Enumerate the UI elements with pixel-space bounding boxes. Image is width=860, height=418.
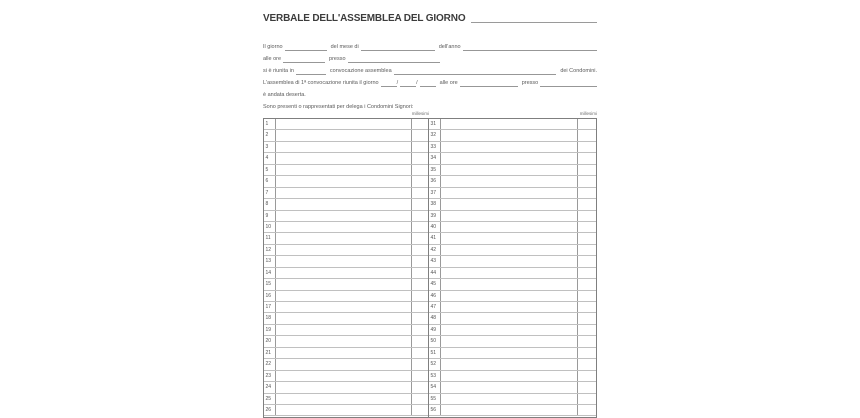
table-row: [429, 359, 596, 370]
row-number: 5: [264, 165, 276, 175]
label-presso: presso: [329, 56, 346, 62]
row-number: 52: [429, 359, 441, 369]
row-number: 40: [429, 222, 441, 232]
row-number: 24: [264, 382, 276, 392]
label-assemblea-prima-convocazione: L'assemblea di 1ª convocazione riunita il giorno: [263, 80, 379, 86]
condomino-name-cell: [276, 142, 412, 152]
millesimi-cell: [578, 291, 596, 301]
row-number: 39: [429, 211, 441, 221]
row-number: 16: [264, 291, 276, 301]
condomino-name-cell: [276, 359, 412, 369]
millesimi-cell: [578, 233, 596, 243]
millesimi-cell: [412, 279, 428, 289]
row-number: 31: [429, 119, 441, 129]
title-fill-in-line: [471, 22, 597, 23]
condomino-name-cell: [276, 302, 412, 312]
millesimi-cell: [578, 188, 596, 198]
table-row: [429, 211, 596, 222]
millesimi-cell: [578, 394, 596, 404]
row-number: 4: [264, 153, 276, 163]
table-row: [429, 188, 596, 199]
row-number: 19: [264, 325, 276, 335]
row-number: 36: [429, 176, 441, 186]
row-number: 21: [264, 348, 276, 358]
form-line-date: [263, 43, 597, 51]
condomino-name-cell: [276, 394, 412, 404]
condomino-name-cell: [441, 211, 578, 221]
blank-presso: [348, 62, 440, 63]
millesimi-cell: [578, 245, 596, 255]
millesimi-cell: [412, 256, 428, 266]
table-row: [429, 130, 596, 141]
millesimi-cell: [578, 199, 596, 209]
condomino-name-cell: [276, 199, 412, 209]
condomino-name-cell: [276, 211, 412, 221]
table-row: [429, 279, 596, 290]
table-row: [264, 279, 428, 290]
millesimi-cell: [578, 359, 596, 369]
table-row: [429, 268, 596, 279]
condomino-name-cell: [441, 233, 578, 243]
row-number: 11: [264, 233, 276, 243]
table-row: [264, 313, 428, 324]
millesimi-cell: [578, 256, 596, 266]
millesimi-cell: [412, 233, 428, 243]
condomino-name-cell: [441, 199, 578, 209]
millesimi-cell: [578, 211, 596, 221]
millesimi-cell: [412, 268, 428, 278]
page-title: VERBALE DELL'ASSEMBLEA DEL GIORNO: [263, 13, 466, 24]
millesimi-cell: [578, 348, 596, 358]
condomino-name-cell: [276, 176, 412, 186]
millesimi-cell: [578, 336, 596, 346]
row-number: 6: [264, 176, 276, 186]
millesimi-cell: [412, 394, 428, 404]
label-il-giorno: Il giorno: [263, 44, 283, 50]
table-row: [264, 222, 428, 233]
table-row: [429, 348, 596, 359]
table-row: [429, 336, 596, 347]
millesimi-cell: [412, 359, 428, 369]
millesimi-cell: [578, 382, 596, 392]
row-number: 34: [429, 153, 441, 163]
table-row: [264, 165, 428, 176]
row-number: 50: [429, 336, 441, 346]
condomino-name-cell: [441, 359, 578, 369]
table-row: [429, 394, 596, 405]
table-row: [264, 394, 428, 405]
row-number: 51: [429, 348, 441, 358]
table-row: [429, 233, 596, 244]
millesimi-cell: [578, 325, 596, 335]
condomino-name-cell: [276, 153, 412, 163]
form-sheet: [263, 0, 597, 413]
millesimi-cell: [578, 405, 596, 415]
table-row: [429, 245, 596, 256]
table-row: [264, 142, 428, 153]
condomino-name-cell: [441, 119, 578, 129]
table-row: [264, 245, 428, 256]
condomino-name-cell: [441, 382, 578, 392]
table-row: [264, 302, 428, 313]
row-number: 44: [429, 268, 441, 278]
form-line-convocazione: [263, 67, 597, 75]
condomino-name-cell: [441, 222, 578, 232]
table-row: [429, 222, 596, 233]
row-number: 20: [264, 336, 276, 346]
table-row: [264, 382, 428, 393]
row-number: 41: [429, 233, 441, 243]
form-line-presenti: [263, 103, 597, 111]
label-dell-anno: dell'anno: [438, 44, 461, 50]
row-number: 56: [429, 405, 441, 415]
table-row: [264, 371, 428, 382]
table-row: [264, 268, 428, 279]
row-number: 3: [264, 142, 276, 152]
millesimi-cell: [578, 142, 596, 152]
row-number: 33: [429, 142, 441, 152]
table-row: [264, 405, 428, 416]
roster-left: [263, 118, 429, 418]
condomino-name-cell: [276, 336, 412, 346]
row-number: 8: [264, 199, 276, 209]
condomino-name-cell: [276, 245, 412, 255]
millesimi-cell: [412, 348, 428, 358]
table-row: [264, 291, 428, 302]
row-number: 38: [429, 199, 441, 209]
form-line-andata-deserta: [263, 91, 597, 99]
millesimi-cell: [578, 279, 596, 289]
label-del-mese-di: del mese di: [330, 44, 359, 50]
blank-giorno: [285, 50, 327, 51]
table-row: [429, 382, 596, 393]
millesimi-cell: [412, 291, 428, 301]
millesimi-cell: [412, 153, 428, 163]
row-number: 10: [264, 222, 276, 232]
millesimi-header-right: millesimi: [579, 111, 597, 116]
millesimi-cell: [412, 371, 428, 381]
condomini-roster-table: [263, 118, 597, 418]
condomino-name-cell: [276, 188, 412, 198]
millesimi-cell: [578, 222, 596, 232]
table-row: [264, 325, 428, 336]
condomino-name-cell: [276, 405, 412, 415]
label-si-e-riunita: si è riunita in: [263, 68, 294, 74]
blank-ore: [283, 62, 325, 63]
label-alle-ore: alle ore: [263, 56, 282, 62]
row-number: 42: [429, 245, 441, 255]
document-title-row: [263, 13, 597, 24]
blank-anno: [463, 50, 597, 51]
row-number: 47: [429, 302, 441, 312]
table-row: [264, 336, 428, 347]
millesimi-cell: [412, 405, 428, 415]
condomino-name-cell: [441, 291, 578, 301]
millesimi-cell: [412, 211, 428, 221]
blank-ore-2: [460, 86, 518, 87]
millesimi-cell: [412, 165, 428, 175]
millesimi-cell: [578, 165, 596, 175]
millesimi-cell: [412, 199, 428, 209]
row-number: 53: [429, 371, 441, 381]
condomino-name-cell: [276, 279, 412, 289]
row-number: 2: [264, 130, 276, 140]
condomino-name-cell: [441, 336, 578, 346]
table-row: [264, 359, 428, 370]
row-number: 1: [264, 119, 276, 129]
millesimi-cell: [412, 142, 428, 152]
row-number: 23: [264, 371, 276, 381]
table-row: [264, 256, 428, 267]
row-number: 35: [429, 165, 441, 175]
millesimi-cell: [578, 371, 596, 381]
blank-assemblea: [394, 74, 557, 75]
condomino-name-cell: [441, 153, 578, 163]
condomino-name-cell: [441, 245, 578, 255]
table-row: [429, 405, 596, 416]
condomino-name-cell: [441, 348, 578, 358]
condomino-name-cell: [441, 405, 578, 415]
millesimi-cell: [412, 188, 428, 198]
blank-presso-2: [540, 86, 597, 87]
row-number: 37: [429, 188, 441, 198]
row-number: 25: [264, 394, 276, 404]
table-row: [429, 371, 596, 382]
millesimi-cell: [412, 130, 428, 140]
millesimi-cell: [578, 119, 596, 129]
row-number: 26: [264, 405, 276, 415]
row-number: 49: [429, 325, 441, 335]
row-number: 55: [429, 394, 441, 404]
condomino-name-cell: [276, 165, 412, 175]
millesimi-cell: [578, 130, 596, 140]
row-number: 9: [264, 211, 276, 221]
condomino-name-cell: [441, 371, 578, 381]
millesimi-cell: [578, 313, 596, 323]
row-number: 18: [264, 313, 276, 323]
table-row: [264, 153, 428, 164]
table-row: [264, 130, 428, 141]
row-number: 43: [429, 256, 441, 266]
date-separator: /: [396, 80, 399, 86]
millesimi-cell: [412, 119, 428, 129]
condomino-name-cell: [441, 394, 578, 404]
condomino-name-cell: [276, 325, 412, 335]
condomino-name-cell: [276, 291, 412, 301]
roster-right: [429, 118, 597, 418]
row-number: 46: [429, 291, 441, 301]
row-number: 32: [429, 130, 441, 140]
condomino-name-cell: [441, 302, 578, 312]
condomino-name-cell: [276, 222, 412, 232]
form-line-prima-convocazione: [263, 79, 597, 87]
millesimi-cell: [578, 176, 596, 186]
label-andata-deserta: è andata deserta.: [263, 92, 306, 98]
label-alle-ore-2: alle ore: [439, 80, 458, 86]
condomino-name-cell: [441, 256, 578, 266]
table-row: [264, 211, 428, 222]
row-number: 54: [429, 382, 441, 392]
condomino-name-cell: [276, 256, 412, 266]
row-number: 14: [264, 268, 276, 278]
condomino-name-cell: [441, 176, 578, 186]
blank-mese: [361, 50, 435, 51]
table-row: [429, 119, 596, 130]
row-number: 45: [429, 279, 441, 289]
label-convocazione-assemblea: convocazione assemblea: [329, 68, 392, 74]
condomino-name-cell: [441, 130, 578, 140]
millesimi-cell: [412, 313, 428, 323]
condomino-name-cell: [276, 130, 412, 140]
table-row: [429, 153, 596, 164]
condomino-name-cell: [441, 313, 578, 323]
condomino-name-cell: [441, 268, 578, 278]
row-number: 12: [264, 245, 276, 255]
table-row: [264, 188, 428, 199]
table-row: [429, 176, 596, 187]
form-line-ora-luogo: [263, 55, 597, 63]
table-row: [264, 199, 428, 210]
condomino-name-cell: [276, 119, 412, 129]
table-row: [429, 325, 596, 336]
table-row: [429, 313, 596, 324]
condomino-name-cell: [276, 348, 412, 358]
condomino-name-cell: [441, 165, 578, 175]
table-row: [429, 142, 596, 153]
millesimi-header-left: millesimi: [411, 111, 429, 116]
millesimi-cell: [412, 222, 428, 232]
table-row: [264, 348, 428, 359]
label-presso-2: presso: [521, 80, 539, 86]
condomino-name-cell: [276, 313, 412, 323]
condomino-name-cell: [276, 233, 412, 243]
label-presenti-delega: Sono presenti o rappresentati per delega i Condomini Signori:: [263, 104, 414, 110]
table-row: [429, 165, 596, 176]
row-number: 7: [264, 188, 276, 198]
table-row: [429, 199, 596, 210]
condomino-name-cell: [276, 382, 412, 392]
millesimi-cell: [578, 268, 596, 278]
table-row: [429, 302, 596, 313]
condomino-name-cell: [276, 371, 412, 381]
row-number: 13: [264, 256, 276, 266]
blank-data-mese: [400, 86, 416, 87]
millesimi-cell: [412, 302, 428, 312]
millesimi-cell: [412, 325, 428, 335]
millesimi-cell: [412, 336, 428, 346]
blank-data-giorno: [381, 86, 397, 87]
condomino-name-cell: [441, 142, 578, 152]
row-number: 15: [264, 279, 276, 289]
table-row: [429, 291, 596, 302]
millesimi-cell: [578, 302, 596, 312]
label-dei-condomini: dei Condomini.: [560, 68, 597, 74]
millesimi-cell: [578, 153, 596, 163]
table-row: [264, 176, 428, 187]
condomino-name-cell: [441, 279, 578, 289]
condomino-name-cell: [441, 188, 578, 198]
millesimi-cell: [412, 382, 428, 392]
table-row: [429, 256, 596, 267]
blank-data-anno: [420, 86, 436, 87]
row-number: 48: [429, 313, 441, 323]
table-row: [264, 233, 428, 244]
condomino-name-cell: [441, 325, 578, 335]
row-number: 22: [264, 359, 276, 369]
row-number: 17: [264, 302, 276, 312]
table-row: [264, 119, 428, 130]
blank-numero-convocazione: [296, 74, 326, 75]
condomino-name-cell: [276, 268, 412, 278]
millesimi-cell: [412, 245, 428, 255]
date-separator: /: [416, 80, 418, 86]
millesimi-cell: [412, 176, 428, 186]
